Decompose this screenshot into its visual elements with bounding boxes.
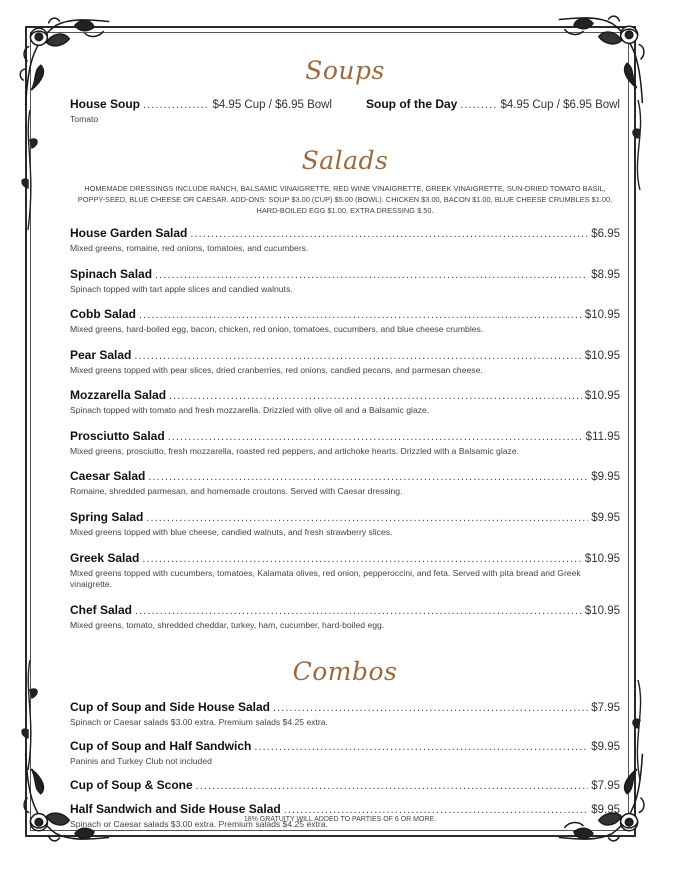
item-description: Mixed greens topped with cucumbers, tomatoes, Kalamata olives, red onion, pepperoccini, and feta. Served with pita bread and Greek vinaigrette.	[70, 567, 581, 590]
item-price: $11.95	[585, 430, 620, 443]
item-price: $9.95	[591, 471, 620, 484]
item-price: $9.95	[591, 512, 620, 525]
dot-leader	[143, 99, 209, 111]
item-name: Chef Salad	[70, 602, 133, 617]
item-description: Tomato	[70, 114, 99, 124]
item-description: Mixed greens, tomato, shredded cheddar, turkey, ham, cucumber, hard-boiled egg.	[70, 619, 385, 630]
item-name: Soup of the Day	[366, 97, 458, 111]
item-name: House Garden Salad	[70, 225, 188, 240]
dot-leader	[146, 512, 588, 524]
menu-item	[70, 429, 620, 458]
item-name: House Soup	[70, 97, 141, 111]
gratuity-note: 18% GRATUITY WILL ADDED TO PARTIES OF 6 OR MORE.	[243, 816, 437, 823]
menu-item	[70, 739, 620, 768]
item-name: Cup of Soup and Side House Salad	[70, 700, 271, 715]
vine-left-top-icon	[20, 110, 44, 230]
dot-leader	[142, 553, 581, 565]
dressing-note: HOMEMADE DRESSINGS INCLUDE RANCH, BALSAMIC VINAIGRETTE, RED WINE VINAIGRETTE, GREEK VINAIGRETTE, SUN-DRIED TOMATO BASIL, POPPY-SEED, BLUE CHEESE OR CAESAR. ADD-ONS: SOUP $3.00 (CUP) $5.00 (BOWL). CHICKEN $3.00, BACON $1.00, BLUE CHEESE CRUMBLES $1.00, HARD-BOILED EGG $1.00, EXTRA DRESSING $.50.	[77, 183, 613, 215]
dot-leader	[168, 431, 583, 443]
menu-item	[70, 348, 620, 377]
menu-item	[70, 510, 620, 539]
item-price: $10.95	[584, 390, 620, 403]
combos-heading: Combos	[292, 657, 398, 687]
dot-leader	[273, 702, 588, 714]
item-name: Spring Salad	[70, 510, 144, 525]
item-name: Spinach Salad	[70, 266, 153, 281]
item-description: Romaine, shredded parmesan, and homemade croutons. Served with Caesar dressing.	[70, 486, 403, 497]
item-price: $10.95	[584, 604, 620, 617]
item-name: Cup of Soup and Half Sandwich	[70, 739, 252, 754]
soups-heading: Soups	[305, 56, 385, 85]
menu-item	[70, 778, 620, 792]
dot-leader	[155, 269, 588, 281]
item-price: $9.95	[591, 803, 620, 816]
item-price: $8.95	[591, 268, 620, 281]
vine-left-bottom-icon	[20, 660, 44, 770]
item-name: Prosciutto Salad	[70, 428, 165, 443]
menu-item	[70, 551, 620, 591]
menu-item	[70, 307, 620, 336]
item-description: Spinach or Caesar salads $3.00 extra. Premium salads $4.25 extra.	[70, 717, 328, 728]
item-price: $9.95	[591, 741, 620, 754]
item-price: $7.95	[591, 702, 620, 715]
dot-leader	[190, 228, 588, 240]
item-price: $10.95	[584, 309, 620, 322]
salads-heading: Salads	[301, 145, 389, 175]
item-name: Greek Salad	[70, 550, 140, 565]
item-name: Cobb Salad	[70, 307, 137, 322]
item-description: Paninis and Turkey Club not included	[70, 756, 212, 767]
item-price: $10.95	[584, 552, 620, 565]
dot-leader	[148, 471, 588, 483]
dot-leader	[460, 99, 497, 111]
item-price: $6.95	[591, 227, 620, 240]
salads-list	[70, 226, 620, 632]
dot-leader	[135, 605, 582, 617]
menu-item	[70, 267, 620, 296]
item-description: Mixed greens, romaine, red onions, tomatoes, and cucumbers.	[70, 242, 309, 253]
item-price: $7.95	[591, 779, 620, 792]
item-description: Mixed greens topped with blue cheese, candied walnuts, and fresh strawberry slices.	[70, 527, 393, 538]
vine-right-top-icon	[626, 100, 650, 190]
item-description: Mixed greens topped with pear slices, dried cranberries, red onions, candied pecans, and parmesan cheese.	[70, 364, 483, 375]
menu-item	[366, 97, 620, 126]
item-description: Mixed greens, hard-boiled egg, bacon, chicken, red onion, tomatoes, cucumbers, and blue cheese crumbles.	[70, 324, 484, 335]
item-name: Cup of Soup & Scone	[70, 777, 193, 792]
menu-content	[70, 56, 620, 840]
menu-item	[70, 469, 620, 498]
dot-leader	[284, 804, 589, 816]
item-description: Spinach or Caesar salads $3.00 extra. Premium salads $4.25 extra.	[70, 818, 328, 829]
item-price: $4.95 Cup / $6.95 Bowl	[500, 99, 620, 111]
item-price: $10.95	[584, 349, 620, 362]
item-description: Mixed greens, prosciutto, fresh mozzarella, roasted red peppers, and artichoke hearts. Drizzled with a Balsamic glaze.	[70, 445, 519, 456]
menu-item	[70, 388, 620, 417]
item-price: $4.95 Cup / $6.95 Bowl	[212, 99, 332, 111]
item-name: Pear Salad	[70, 347, 132, 362]
vine-right-bottom-icon	[626, 680, 650, 780]
item-name: Mozzarella Salad	[70, 388, 167, 403]
combos-list	[70, 700, 620, 830]
soups-list	[70, 97, 620, 126]
item-description: Spinach topped with tomato and fresh mozzarella. Drizzled with olive oil and a Balsamic glaze.	[70, 405, 430, 416]
dot-leader	[139, 309, 582, 321]
menu-item	[70, 97, 332, 126]
menu-item	[70, 226, 620, 255]
dot-leader	[196, 780, 589, 792]
dot-leader	[254, 741, 588, 753]
item-name: Caesar Salad	[70, 469, 146, 484]
menu-item	[70, 603, 620, 632]
item-name: Half Sandwich and Side House Salad	[70, 801, 281, 816]
dot-leader	[134, 350, 581, 362]
dot-leader	[169, 390, 582, 402]
item-description: Spinach topped with tart apple slices and candied walnuts.	[70, 283, 293, 294]
menu-item	[70, 700, 620, 729]
